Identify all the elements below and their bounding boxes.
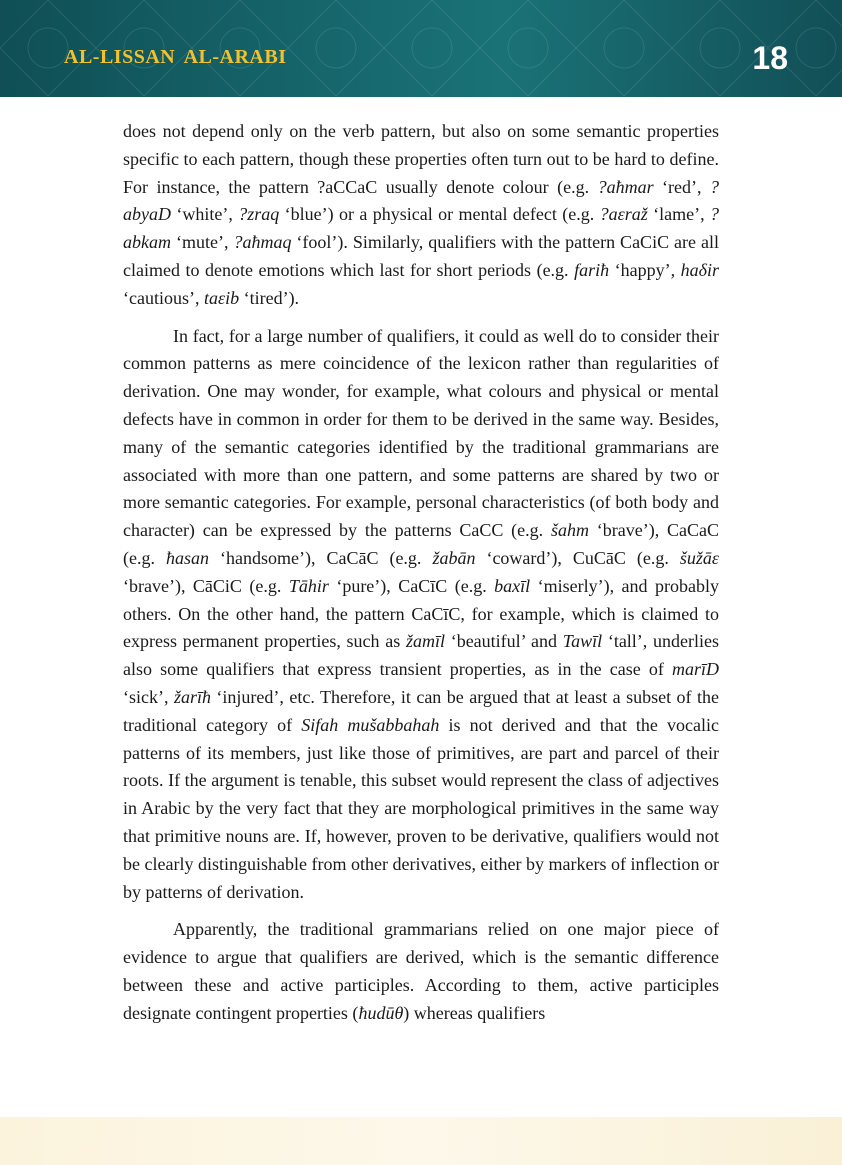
text-run: ‘happy’: [609, 259, 671, 280]
italic-term: šahm: [550, 520, 589, 541]
italic-term: fariħ: [574, 259, 610, 280]
text-run: ‘cautious’,: [123, 287, 204, 308]
italic-term: ħudūθ: [358, 1002, 404, 1023]
italic-term: žarīħ: [173, 686, 211, 707]
italic-term: ?zraq: [238, 204, 280, 225]
text-run: ‘brave’), CāCiC (e.g.: [123, 575, 289, 596]
text-run: ‘beautiful’ and: [444, 631, 563, 652]
text-run: ‘blue’) or a physical or mental defect (e.g.: [279, 204, 600, 225]
footer-band: [0, 1117, 842, 1165]
journal-title: AL-LISSAN AL-ARABI: [64, 46, 287, 68]
page-number: 18: [752, 40, 788, 76]
text-run: ‘pure’), CaCīC (e.g.: [328, 575, 495, 596]
text-run: ‘brave’), CaCaC (e.g.: [123, 520, 719, 568]
italic-term: ?abkam: [123, 204, 719, 253]
text-run: In fact, for a large number of qualifiers, it could as well do to consider their common patterns as mere coincidence of the lexicon rather than regularities of derivation. One may wonder, for example, what colours and physical or mental defects have in common in order for them to be derived in the same way. Besides, many of the semantic categories identified by the traditional grammarians are associated with more than one pattern, and some patterns are shared by two or more semantic categories. For example, personal characteristics (of both body and character) can be expressed by the patterns CaCC (e.g.: [123, 325, 719, 541]
paragraph: [123, 916, 719, 1027]
text-run: ‘tired’).: [239, 287, 300, 308]
italic-term: ħasan: [165, 547, 209, 568]
italic-term: Tawīl: [562, 631, 603, 652]
text-run: ‘fool’). Similarly, qualifiers with the pattern CaCiC are all claimed to denote emotions which last for short periods (e.g.: [123, 232, 719, 280]
text-run: ‘handsome’), CaCāC (e.g.: [209, 547, 433, 568]
italic-term: taεib: [203, 287, 240, 308]
italic-term: šužāε: [679, 547, 719, 568]
text-run: ‘red’,: [653, 176, 710, 197]
italic-term: žamīl: [405, 631, 445, 652]
text-run: ‘miserly’), and probably others. On the other hand, the pattern CaCīC, for example, which is claimed to express permanent properties, such as: [123, 575, 719, 652]
italic-term: haδir: [680, 259, 719, 280]
italic-term: baxīl: [494, 575, 531, 596]
paragraph: [123, 118, 719, 313]
text-run: does not depend only on the verb pattern, but also on some semantic properties specific to each pattern, though these properties often turn out to be hard to define. For instance, the pattern ?aCCaC usually denote colour (e.g.: [123, 121, 719, 197]
italic-term: ,: [670, 259, 676, 280]
paragraph: [123, 323, 719, 907]
text-run: Apparently, the traditional grammarians relied on one major piece of evidence to argue that qualifiers are derived, which is the semantic difference between these and active participles. According to them, active participles designate contingent properties (: [123, 919, 719, 1023]
italic-term: ?abyaD: [123, 176, 719, 225]
italic-term: ?aεraž: [599, 204, 648, 225]
text-run: ‘injured’, etc. Therefore, it can be argued that at least a subset of the traditional category of: [123, 686, 720, 735]
text-run: ‘tall’, underlies also some qualifiers that express transient properties, as in the case of: [123, 631, 719, 680]
page-header: [0, 0, 842, 97]
italic-term: marīD: [671, 659, 719, 680]
text-run: ‘white’,: [171, 204, 239, 225]
italic-term: Sifah mušabbahah: [301, 714, 440, 735]
text-run: ‘lame’,: [647, 204, 710, 225]
italic-term: ?aħmar: [597, 176, 654, 197]
text-run: ‘sick’,: [123, 686, 174, 707]
body-text: [123, 118, 719, 1028]
text-run: ‘coward’), CuCāC (e.g.: [475, 547, 680, 568]
text-run: ‘mute’,: [171, 232, 234, 253]
text-run: is not derived and that the vocalic patterns of its members, just like those of primitives, are part and parcel of their roots. If the argument is tenable, this subset would represent the class of adjectives in Arabic by the very fact that they are morphological primitives in the same way that primitive nouns are. If, however, proven to be derivative, qualifiers would not be clearly distinguishable from other derivatives, either by markers of inflection or by patterns of derivation.: [123, 714, 719, 902]
italic-term: Tāhir: [288, 575, 329, 596]
italic-term: žabān: [432, 547, 476, 568]
text-run: ) whereas qualifiers: [403, 1002, 546, 1023]
italic-term: ?aħmaq: [233, 232, 292, 253]
